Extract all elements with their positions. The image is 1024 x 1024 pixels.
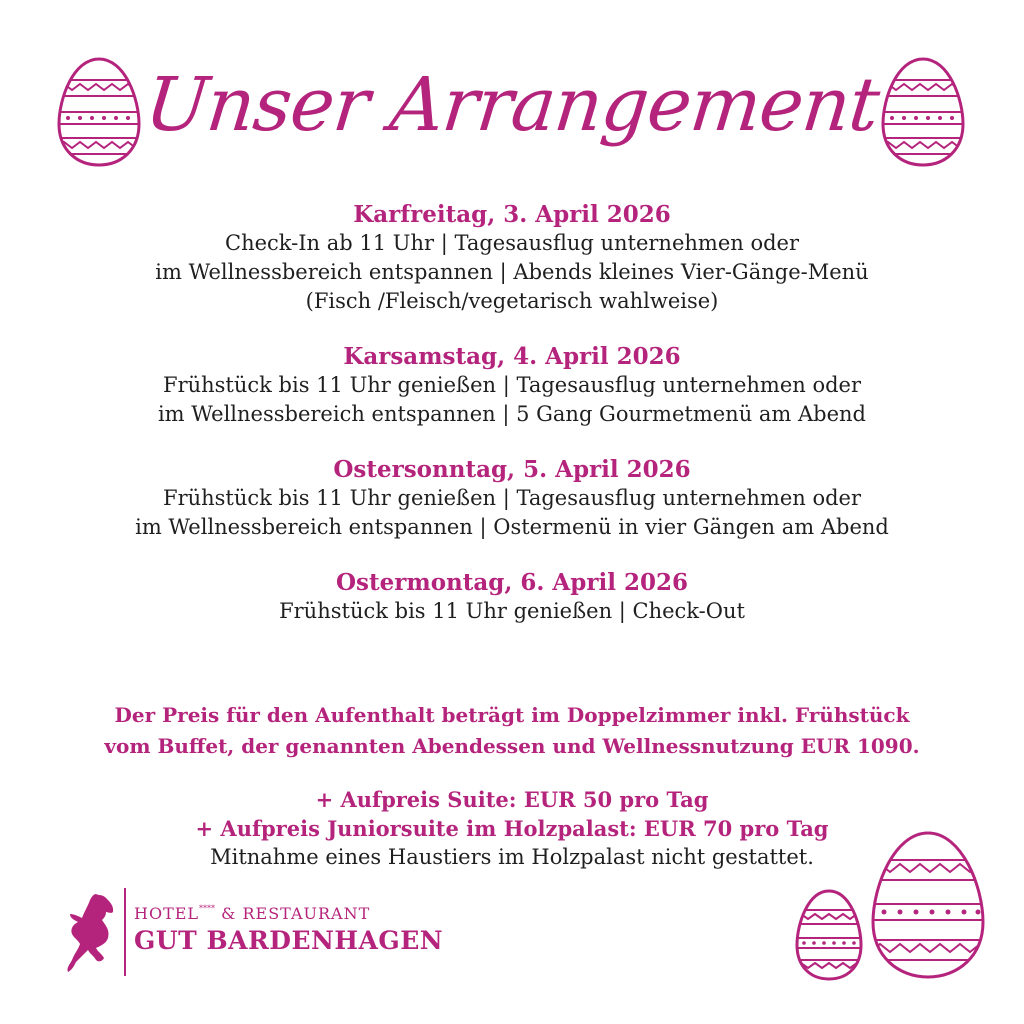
day-line: (Fisch /Fleisch/vegetarisch wahlweise) <box>305 289 719 313</box>
day-line: Check-In ab 11 Uhr | Tagesausflug unternehmen oder <box>225 231 799 255</box>
surcharge-suite: + Aufpreis Suite: EUR 50 pro Tag <box>315 787 709 812</box>
hotel-logo <box>66 888 446 978</box>
day-block-karsamstag <box>40 342 984 429</box>
day-line: im Wellnessbereich entspannen | Ostermenü in vier Gängen am Abend <box>135 515 889 539</box>
day-block-ostersonntag <box>40 455 984 542</box>
logo-restaurant: & RESTAURANT <box>221 904 371 923</box>
day-line: Frühstück bis 11 Uhr genießen | Tagesausflug unternehmen oder <box>163 373 861 397</box>
day-line: im Wellnessbereich entspannen | 5 Gang Gourmetmenü am Abend <box>157 402 867 426</box>
price-info <box>30 700 994 762</box>
horse-logo-icon <box>66 892 118 974</box>
price-line: vom Buffet, der genannten Abendessen und Wellnessnutzung EUR 1090. <box>104 734 920 758</box>
easter-egg-icon-bottom-small <box>794 888 864 982</box>
day-heading: Ostersonntag, 5. April 2026 <box>333 456 691 483</box>
logo-hotel: HOTEL <box>134 904 200 923</box>
schedule <box>40 200 984 652</box>
day-block-karfreitag <box>40 200 984 316</box>
day-line: Frühstück bis 11 Uhr genießen | Check-Out <box>279 599 745 623</box>
surcharge-juniorsuite: + Aufpreis Juniorsuite im Holzpalast: EUR 70 pro Tag <box>195 816 829 841</box>
day-line: Frühstück bis 11 Uhr genießen | Tagesausflug unternehmen oder <box>163 486 861 510</box>
day-heading: Karsamstag, 4. April 2026 <box>343 343 681 370</box>
logo-stars: **** <box>199 904 216 913</box>
pet-note: Mitnahme eines Haustiers im Holzpalast nicht gestattet. <box>210 845 814 869</box>
day-line: im Wellnessbereich entspannen | Abends kleines Vier-Gänge-Menü <box>155 260 869 284</box>
price-line: Der Preis für den Aufenthalt beträgt im Doppelzimmer inkl. Frühstück <box>114 703 910 727</box>
logo-subtitle <box>134 904 370 923</box>
logo-name: GUT BARDENHAGEN <box>134 926 444 955</box>
surcharge-info <box>30 785 994 872</box>
day-block-ostermontag <box>40 568 984 626</box>
day-heading: Karfreitag, 3. April 2026 <box>353 201 671 228</box>
logo-divider <box>124 888 126 976</box>
day-heading: Ostermontag, 6. April 2026 <box>336 569 688 596</box>
page-title: Unser Arrangement <box>141 62 883 148</box>
